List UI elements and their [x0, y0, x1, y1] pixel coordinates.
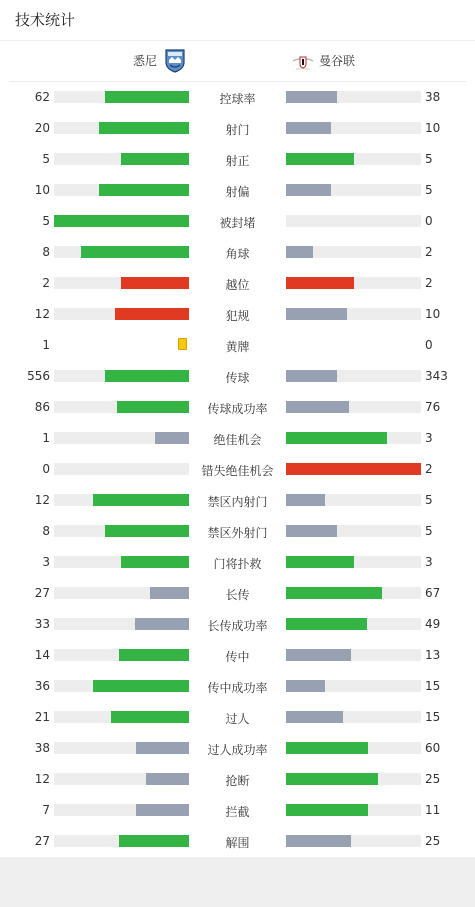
home-bar-track [54, 370, 189, 382]
away-value: 49 [425, 617, 441, 631]
home-bar-track [54, 215, 189, 227]
away-value: 76 [425, 400, 441, 414]
home-bar-track [54, 277, 189, 289]
away-value: 3 [425, 555, 433, 569]
away-bar-track [286, 618, 421, 630]
stat-row [0, 175, 475, 206]
home-bar-track [54, 246, 189, 258]
home-bar-fill [93, 680, 189, 692]
home-bar-track [54, 742, 189, 754]
away-value: 2 [425, 462, 433, 476]
home-bar-track [54, 91, 189, 103]
home-bar-fill [121, 556, 189, 568]
away-bar-fill [286, 463, 421, 475]
stat-row [0, 268, 475, 299]
home-bar-fill [99, 122, 189, 134]
stat-row [0, 578, 475, 609]
page-title: 技术统计 [0, 0, 475, 41]
stat-label: 绝佳机会 [213, 433, 262, 447]
away-bar-track [286, 91, 421, 103]
stats-list [0, 82, 475, 857]
away-bar-fill [286, 587, 382, 599]
away-bar-fill [286, 401, 349, 413]
away-bar-fill [286, 804, 368, 816]
stat-label: 越位 [225, 278, 250, 292]
home-value: 86 [34, 400, 50, 414]
away-bar-track [286, 680, 421, 692]
away-bar-fill [286, 277, 354, 289]
home-bar-fill [93, 494, 189, 506]
away-value: 11 [425, 803, 441, 817]
away-value: 0 [425, 338, 433, 352]
away-value: 15 [425, 679, 441, 693]
home-bar-track [54, 773, 189, 785]
away-value: 2 [425, 276, 433, 290]
away-bar-fill [286, 649, 351, 661]
away-bar-fill [286, 246, 313, 258]
home-bar-track [54, 401, 189, 413]
stat-row [0, 733, 475, 764]
stat-label: 长传 [225, 588, 250, 602]
home-bar-fill [105, 91, 189, 103]
stat-label: 传中 [225, 650, 250, 664]
home-bar-fill [136, 804, 189, 816]
away-bar-track [286, 463, 421, 475]
home-value: 3 [42, 555, 50, 569]
home-bar-track [54, 711, 189, 723]
away-value: 0 [425, 214, 433, 228]
away-value: 5 [425, 524, 433, 538]
stat-row [0, 702, 475, 733]
stat-row [0, 640, 475, 671]
home-value: 2 [42, 276, 50, 290]
stat-label: 射正 [225, 154, 250, 168]
home-bar-track [54, 308, 189, 320]
home-value: 27 [34, 586, 50, 600]
away-bar-fill [286, 742, 368, 754]
stat-label: 角球 [225, 247, 250, 261]
away-bar-track [286, 494, 421, 506]
stat-label: 犯规 [225, 309, 250, 323]
away-bar-fill [286, 835, 351, 847]
home-bar-track [54, 835, 189, 847]
home-bar-track [54, 184, 189, 196]
home-value: 38 [34, 741, 50, 755]
home-value: 0 [42, 462, 50, 476]
away-team-name: 曼谷联 [319, 54, 356, 68]
stat-row [0, 237, 475, 268]
home-bar-track [54, 122, 189, 134]
home-value: 20 [34, 121, 50, 135]
home-value: 27 [34, 834, 50, 848]
away-value: 10 [425, 121, 441, 135]
stat-row [0, 609, 475, 640]
home-value: 5 [42, 214, 50, 228]
home-value: 7 [42, 803, 50, 817]
away-bar-fill [286, 556, 354, 568]
away-bar-track [286, 370, 421, 382]
away-value: 5 [425, 183, 433, 197]
home-bar-fill [119, 835, 189, 847]
away-bar-fill [286, 618, 367, 630]
away-bar-fill [286, 680, 325, 692]
away-bar-fill [286, 432, 387, 444]
away-bar-track [286, 401, 421, 413]
home-team-name: 悉尼 [132, 54, 157, 68]
home-bar-fill [54, 215, 189, 227]
bangkok-united-logo-icon [291, 49, 315, 73]
away-value: 25 [425, 834, 441, 848]
stat-row [0, 454, 475, 485]
away-value: 13 [425, 648, 441, 662]
home-bar-fill [136, 742, 189, 754]
away-bar-track [286, 649, 421, 661]
away-bar-fill [286, 773, 378, 785]
away-bar-fill [286, 525, 337, 537]
away-bar-track [286, 184, 421, 196]
away-bar-track [286, 742, 421, 754]
home-bar-track [54, 525, 189, 537]
teams-header [9, 41, 466, 82]
home-bar-fill [105, 525, 189, 537]
home-bar-fill [155, 432, 189, 444]
away-bar-track [286, 246, 421, 258]
home-bar-track [54, 153, 189, 165]
away-bar-fill [286, 370, 337, 382]
stat-label: 射偏 [225, 185, 250, 199]
away-value: 67 [425, 586, 441, 600]
away-value: 25 [425, 772, 441, 786]
away-bar-fill [286, 711, 343, 723]
stat-row [0, 547, 475, 578]
home-bar-track [54, 494, 189, 506]
away-bar-fill [286, 308, 347, 320]
stat-row [0, 516, 475, 547]
home-bar-track [54, 680, 189, 692]
stat-label: 拦截 [225, 805, 250, 819]
home-value: 36 [34, 679, 50, 693]
stat-row [0, 144, 475, 175]
home-value: 33 [34, 617, 50, 631]
away-value: 10 [425, 307, 441, 321]
home-value: 14 [34, 648, 50, 662]
stat-row [0, 795, 475, 826]
home-value: 12 [34, 493, 50, 507]
stat-label: 传中成功率 [207, 681, 268, 695]
stat-row [0, 299, 475, 330]
away-bar-track [286, 432, 421, 444]
stat-row [0, 82, 475, 113]
stat-label: 传球 [225, 371, 250, 385]
home-value: 21 [34, 710, 50, 724]
away-bar-track [286, 525, 421, 537]
stat-row [0, 361, 475, 392]
stat-label: 被封堵 [219, 216, 256, 230]
stat-label: 禁区外射门 [207, 526, 268, 540]
stat-row [0, 423, 475, 454]
stat-label: 解围 [225, 836, 250, 850]
stat-label: 门将扑救 [213, 557, 262, 571]
home-value: 8 [42, 524, 50, 538]
away-value: 60 [425, 741, 441, 755]
home-value: 8 [42, 245, 50, 259]
away-bar-fill [286, 184, 331, 196]
home-bar-fill [81, 246, 189, 258]
yellow-card-icon [178, 338, 187, 350]
home-bar-fill [119, 649, 189, 661]
stat-label: 过人 [225, 712, 250, 726]
away-value: 3 [425, 431, 433, 445]
home-bar-track [54, 804, 189, 816]
stat-label: 控球率 [219, 92, 256, 106]
stat-label: 射门 [225, 123, 250, 137]
home-team[interactable] [133, 49, 187, 73]
stat-label: 传球成功率 [207, 402, 268, 416]
home-value: 10 [34, 183, 50, 197]
away-value: 343 [425, 369, 448, 383]
home-value: 5 [42, 152, 50, 166]
home-value: 556 [27, 369, 50, 383]
sydney-fc-logo-icon [163, 49, 187, 73]
away-bar-fill [286, 153, 354, 165]
away-bar-fill [286, 122, 331, 134]
stat-row [0, 392, 475, 423]
away-value: 38 [425, 90, 441, 104]
home-bar-fill [117, 401, 189, 413]
home-bar-fill [121, 153, 189, 165]
stat-row [0, 113, 475, 144]
home-bar-track [54, 587, 189, 599]
away-bar-track [286, 587, 421, 599]
home-value: 12 [34, 772, 50, 786]
home-bar-fill [105, 370, 189, 382]
home-value: 1 [42, 431, 50, 445]
away-bar-track [286, 308, 421, 320]
home-value: 12 [34, 307, 50, 321]
stat-row [0, 764, 475, 795]
stat-label: 错失绝佳机会 [201, 464, 274, 478]
away-bar-track [286, 277, 421, 289]
away-bar-fill [286, 91, 337, 103]
home-bar-track [54, 649, 189, 661]
away-value: 15 [425, 710, 441, 724]
away-bar-track [286, 835, 421, 847]
home-bar-track [54, 432, 189, 444]
away-bar-track [286, 122, 421, 134]
stat-row [0, 826, 475, 857]
away-bar-track [286, 804, 421, 816]
home-bar-track [54, 463, 189, 475]
stat-label: 长传成功率 [207, 619, 268, 633]
stat-label: 过人成功率 [207, 743, 268, 757]
home-value: 62 [34, 90, 50, 104]
away-bar-track [286, 773, 421, 785]
away-bar-track [286, 711, 421, 723]
away-bar-track [286, 153, 421, 165]
stat-row [0, 330, 475, 361]
home-bar-fill [150, 587, 189, 599]
home-bar-fill [146, 773, 189, 785]
away-bar-track [286, 215, 421, 227]
away-team[interactable] [291, 49, 355, 73]
stat-row [0, 671, 475, 702]
away-value: 5 [425, 152, 433, 166]
away-bar-fill [286, 494, 325, 506]
stat-row [0, 206, 475, 237]
stat-label: 黄牌 [225, 340, 250, 354]
stat-label: 禁区内射门 [207, 495, 268, 509]
stat-label: 抢断 [225, 774, 250, 788]
home-bar-fill [121, 277, 189, 289]
away-bar-track [286, 556, 421, 568]
home-bar-track [54, 618, 189, 630]
home-bar-track [54, 556, 189, 568]
home-bar-fill [115, 308, 189, 320]
away-value: 2 [425, 245, 433, 259]
home-bar-fill [135, 618, 189, 630]
home-bar-fill [99, 184, 189, 196]
stat-row [0, 485, 475, 516]
home-bar-fill [111, 711, 189, 723]
home-value: 1 [42, 338, 50, 352]
away-value: 5 [425, 493, 433, 507]
